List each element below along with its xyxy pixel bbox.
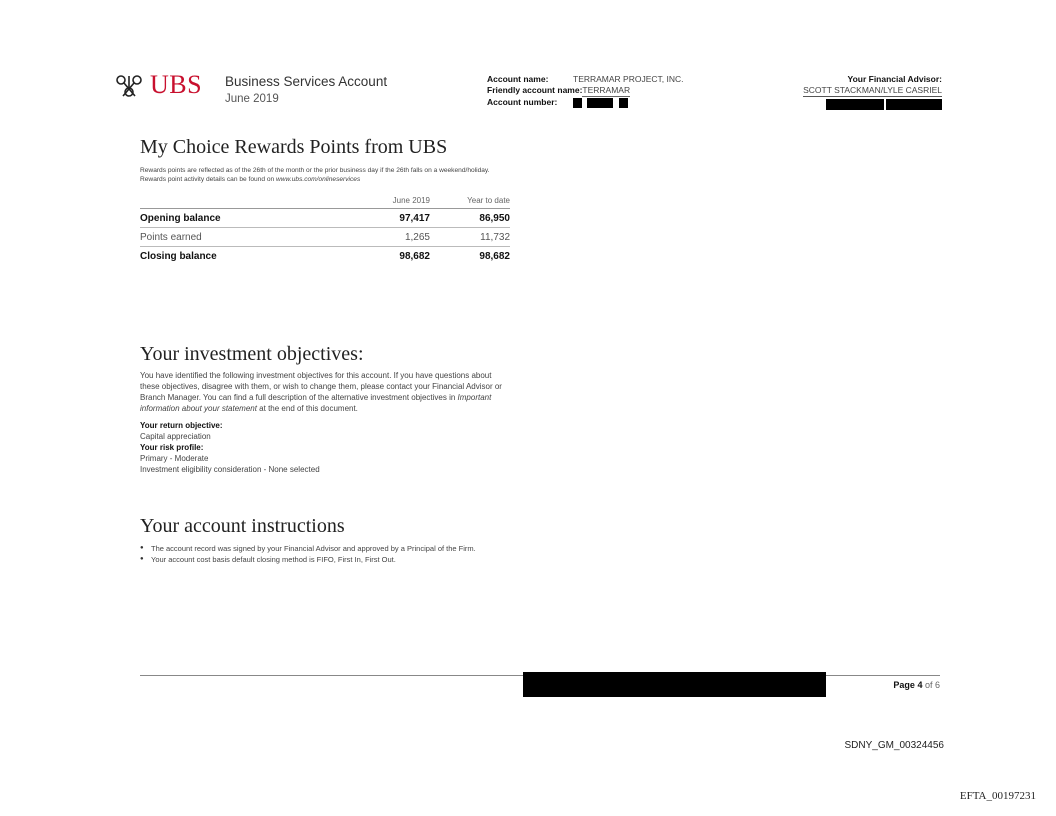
rewards-table bbox=[140, 194, 510, 265]
account-number-redaction bbox=[573, 97, 628, 108]
row-ytd: 11,732 bbox=[430, 228, 510, 247]
efta-id: EFTA_00197231 bbox=[959, 790, 1036, 802]
table-row bbox=[140, 228, 510, 247]
financial-advisor bbox=[742, 74, 942, 110]
ubs-keys-logo-icon bbox=[113, 72, 145, 100]
account-name-value: TERRAMAR PROJECT, INC. bbox=[573, 74, 684, 84]
rewards-title: My Choice Rewards Points from UBS bbox=[140, 136, 448, 158]
account-name-label: Account name: bbox=[487, 74, 549, 84]
list-item: ● The account record was signed by your Financial Advisor and approved by a Principal of the Firm. bbox=[140, 544, 512, 553]
eligibility-consideration: Investment eligibility consideration - None selected bbox=[140, 465, 320, 474]
instructions-list bbox=[140, 544, 512, 564]
account-info bbox=[487, 74, 684, 108]
friendly-name-label: Friendly account name: bbox=[487, 85, 583, 95]
row-label: Closing balance bbox=[140, 251, 217, 262]
intro-text: You have identified the following investment objectives for this account. If you have questions about these objectives, disagree with them, or wish to change them, please contact your Financial Advisor or Branch Manager. You can find a full description of the alternative investment objectives in bbox=[140, 371, 502, 402]
friendly-name-value: TERRAMAR bbox=[582, 85, 631, 95]
advisor-names: SCOTT STACKMAN/LYLE CASRIEL bbox=[803, 85, 942, 95]
row-ytd: 86,950 bbox=[430, 209, 510, 228]
instructions-title: Your account instructions bbox=[140, 515, 345, 537]
objectives-intro bbox=[140, 370, 512, 414]
advisor-label: Your Financial Advisor: bbox=[847, 74, 942, 84]
instructions-body bbox=[140, 544, 512, 566]
rewards-note bbox=[140, 167, 510, 184]
risk-profile-primary: Primary - Moderate bbox=[140, 454, 209, 463]
header-month: June 2019 bbox=[350, 194, 430, 209]
footer-redaction bbox=[523, 672, 826, 697]
online-services-link[interactable]: www.ubs.com/onlineservices bbox=[275, 175, 361, 183]
return-objective-value: Capital appreciation bbox=[140, 432, 211, 441]
list-item: ● Your account cost basis default closing method is FIFO, First In, First Out. bbox=[140, 555, 512, 564]
row-month: 97,417 bbox=[350, 209, 430, 228]
account-type: Business Services Account bbox=[225, 74, 388, 89]
row-label: Opening balance bbox=[140, 209, 350, 228]
header-ytd: Year to date bbox=[430, 194, 510, 209]
table-row bbox=[140, 209, 510, 228]
intro-text-end: at the end of this document. bbox=[256, 404, 358, 413]
page-number bbox=[893, 680, 940, 690]
row-ytd: 98,682 bbox=[479, 251, 510, 262]
advisor-contact-redaction bbox=[742, 99, 942, 110]
rewards-table-header bbox=[140, 194, 510, 209]
statement-period: June 2019 bbox=[225, 93, 279, 105]
page-label: Page bbox=[893, 680, 915, 690]
ubs-logo-text: UBS bbox=[150, 70, 203, 99]
page-current: 4 bbox=[917, 680, 923, 690]
objectives-body bbox=[140, 370, 512, 475]
row-label: Points earned bbox=[140, 228, 350, 247]
row-month: 1,265 bbox=[350, 228, 430, 247]
friendly-name-row bbox=[487, 85, 684, 97]
rewards-note-text: Rewards points are reflected as of the 26th of the month or the prior business day if the 26th falls on a weekend/holiday. Rewards point activity details can be found on bbox=[140, 167, 490, 183]
account-name-row bbox=[487, 74, 684, 85]
account-number-row bbox=[487, 97, 684, 108]
intro-italic-text: Important information about your statement bbox=[140, 393, 492, 413]
objectives-title: Your investment objectives: bbox=[140, 343, 364, 365]
account-number-label: Account number: bbox=[487, 97, 558, 107]
page-total: of 6 bbox=[924, 680, 940, 690]
return-objective-label: Your return objective: bbox=[140, 421, 223, 430]
table-row bbox=[140, 247, 510, 266]
row-month: 98,682 bbox=[399, 251, 430, 262]
header-blank bbox=[140, 194, 350, 209]
document-id: SDNY_GM_00324456 bbox=[844, 740, 944, 751]
risk-profile-label: Your risk profile: bbox=[140, 443, 204, 452]
